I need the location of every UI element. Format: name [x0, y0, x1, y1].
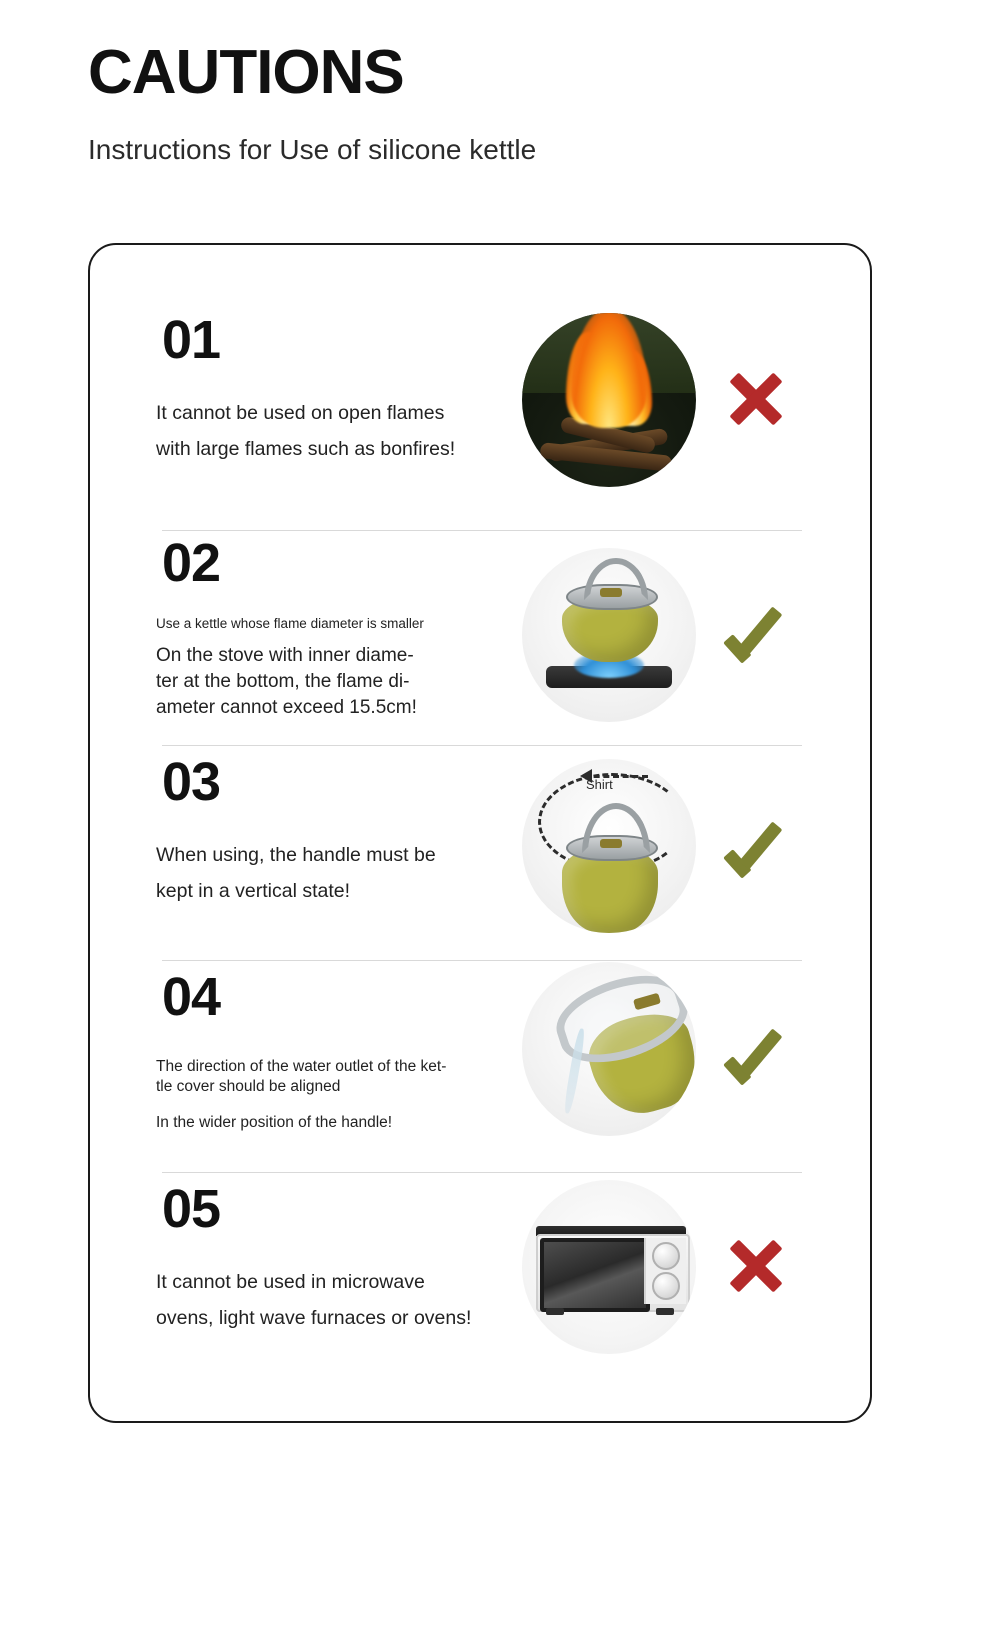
- item-text-line: When using, the handle must be: [156, 844, 436, 866]
- x-mark-icon: [724, 1234, 788, 1298]
- item-text-line: On the stove with inner diame-: [156, 645, 414, 666]
- item-number: 04: [162, 967, 221, 1027]
- instructions-card: [88, 243, 872, 1423]
- page-title: CAUTIONS: [88, 38, 404, 107]
- caution-item-02: [90, 530, 874, 745]
- item-text-line: Use a kettle whose flame diameter is smaller: [156, 616, 424, 631]
- item-text-line: The direction of the water outlet of the ket-: [156, 1058, 447, 1075]
- annotation-label: Shirt: [586, 777, 613, 792]
- item-text-line: ter at the bottom, the flame di-: [156, 671, 410, 692]
- kettle-pouring-photo: [522, 962, 696, 1136]
- item-text-line: In the wider position of the handle!: [156, 1114, 393, 1131]
- microwave-oven-photo: [522, 1180, 696, 1354]
- kettle-on-stove-photo: [522, 548, 696, 722]
- item-text-line: ovens, light wave furnaces or ovens!: [156, 1307, 472, 1329]
- page-subtitle: Instructions for Use of silicone kettle: [88, 134, 537, 165]
- check-mark-icon: [724, 600, 788, 664]
- bonfire-photo: [522, 313, 696, 487]
- item-text-line: kept in a vertical state!: [156, 880, 351, 902]
- item-text-line: ameter cannot exceed 15.5cm!: [156, 697, 417, 718]
- item-text-line: tle cover should be aligned: [156, 1078, 341, 1095]
- check-mark-icon: [724, 1022, 788, 1086]
- caution-item-03: [90, 745, 874, 960]
- item-text-line: with large flames such as bonfires!: [156, 438, 456, 460]
- check-mark-icon: [724, 815, 788, 879]
- item-text-line: It cannot be used on open flames: [156, 402, 445, 424]
- item-text-line: It cannot be used in microwave: [156, 1271, 425, 1293]
- item-number: 03: [162, 752, 221, 812]
- item-number: 01: [162, 310, 221, 370]
- item-number: 05: [162, 1179, 221, 1239]
- caution-item-01: [90, 305, 874, 530]
- caution-item-05: [90, 1172, 874, 1382]
- x-mark-icon: [724, 367, 788, 431]
- caution-item-04: [90, 960, 874, 1172]
- kettle-vertical-handle-photo: [522, 759, 696, 933]
- item-number: 02: [162, 533, 221, 593]
